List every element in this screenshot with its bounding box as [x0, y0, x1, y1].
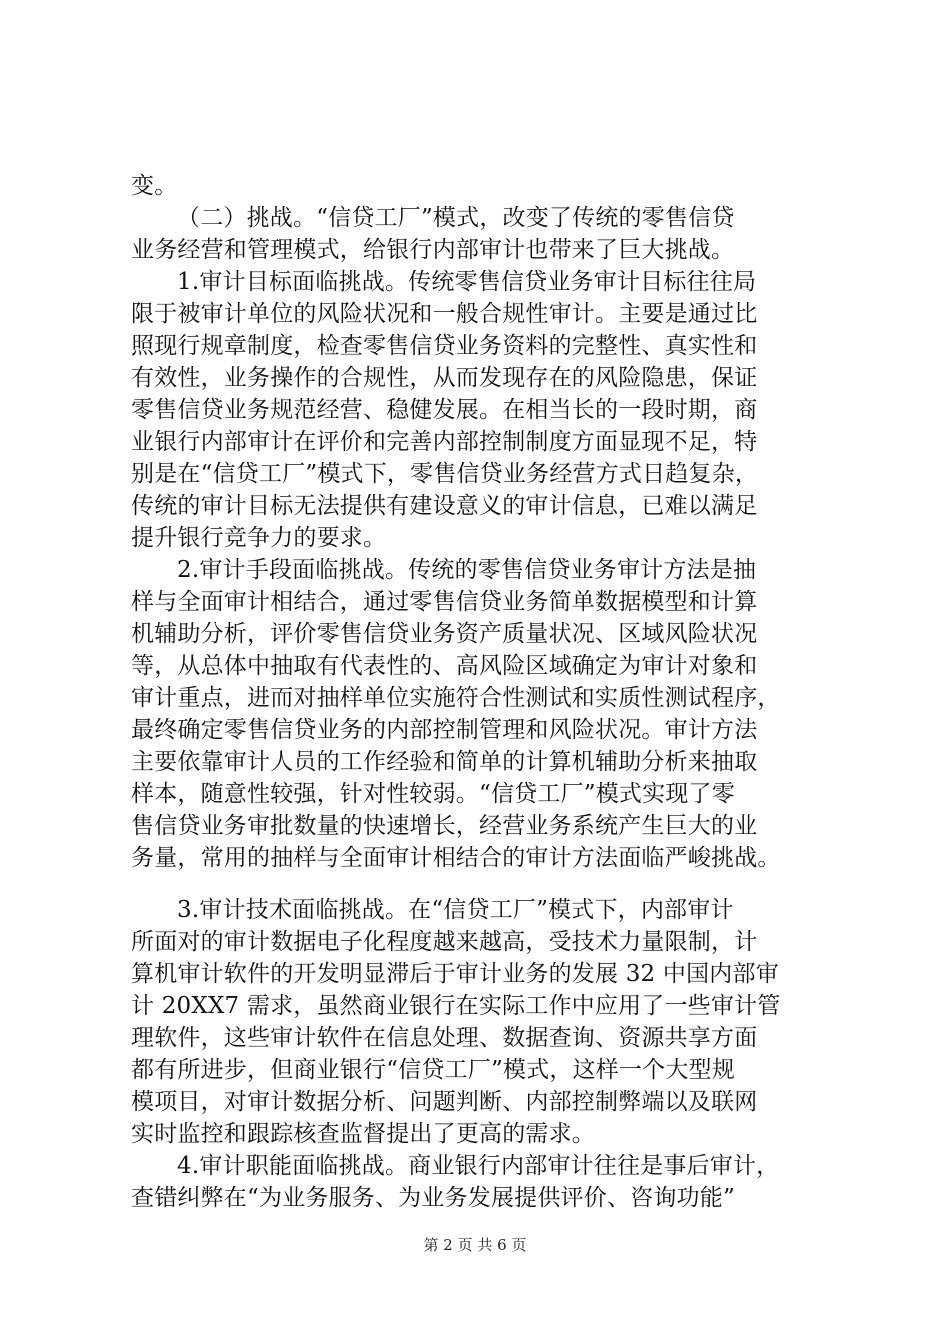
text-line: 查错纠弊在“为业务服务、为业务发展提供评价、咨询功能”	[131, 1185, 735, 1211]
text-line: 4.审计职能面临挑战。商业银行内部审计往往是事后审计，	[177, 1153, 780, 1179]
text-line: 限于被审计单位的风险状况和一般合规性审计。主要是通过比	[131, 301, 758, 327]
text-line: 理软件，这些审计软件在信息处理、数据查询、资源共享方面	[131, 1025, 758, 1051]
text-line: 样本，随意性较强，针对性较弱。“信贷工厂”模式实现了零	[131, 781, 735, 807]
text-line: 所面对的审计数据电子化程度越来越高，受技术力量限制，计	[131, 929, 758, 955]
text-line: 务量，常用的抽样与全面审计相结合的审计方法面临严峻挑战。	[131, 845, 781, 871]
document-body	[131, 170, 841, 1214]
text-line: 有效性，业务操作的合规性，从而发现存在的风险隐患，保证	[131, 365, 758, 391]
text-line: 实时监控和跟踪核查监督提出了更高的需求。	[131, 1121, 595, 1147]
text-line: 变。	[131, 173, 178, 199]
text-line: 都有所进步，但商业银行“信贷工厂”模式，这样一个大型规	[131, 1057, 735, 1083]
text-line: 3.审计技术面临挑战。在“信贷工厂”模式下，内部审计	[177, 897, 734, 923]
text-line: 等，从总体中抽取有代表性的、高风险区域确定为审计对象和	[131, 653, 758, 679]
text-line: 业银行内部审计在评价和完善内部控制制度方面显现不足，特	[131, 429, 758, 455]
text-line: 最终确定零售信贷业务的内部控制管理和风险状况。审计方法	[131, 717, 758, 743]
text-line: （二）挑战。“信贷工厂”模式，改变了传统的零售信贷	[177, 205, 735, 231]
text-line: 模项目，对审计数据分析、问题判断、内部控制弊端以及联网	[131, 1089, 758, 1115]
text-line: 售信贷业务审批数量的快速增长，经营业务系统产生巨大的业	[131, 813, 758, 839]
text-line: 传统的审计目标无法提供有建设意义的审计信息，已难以满足	[131, 493, 758, 519]
text-line: 主要依靠审计人员的工作经验和简单的计算机辅助分析来抽取	[131, 749, 758, 775]
page-footer: 第 2 页 共 6 页	[423, 1236, 527, 1254]
text-line: 别是在“信贷工厂”模式下，零售信贷业务经营方式日趋复杂，	[131, 461, 759, 487]
text-line: 样与全面审计相结合，通过零售信贷业务简单数据模型和计算	[131, 589, 758, 615]
text-line: 计 20XX7 需求，虽然商业银行在实际工作中应用了一些审计管	[131, 993, 781, 1019]
text-line: 算机审计软件的开发明显滞后于审计业务的发展 32 中国内部审	[131, 961, 779, 987]
text-line: 机辅助分析，评价零售信贷业务资产质量状况、区域风险状况	[131, 621, 758, 647]
text-line: 照现行规章制度，检查零售信贷业务资料的完整性、真实性和	[131, 333, 758, 359]
paragraph-gap	[131, 874, 841, 894]
text-line: 业务经营和管理模式，给银行内部审计也带来了巨大挑战。	[131, 237, 735, 263]
text-line: 审计重点，进而对抽样单位实施符合性测试和实质性测试程序，	[131, 685, 781, 711]
text-line: 零售信贷业务规范经营、稳健发展。在相当长的一段时期，商	[131, 397, 758, 423]
text-line: 1.审计目标面临挑战。传统零售信贷业务审计目标往往局	[177, 269, 757, 295]
text-line: 提升银行竞争力的要求。	[131, 525, 387, 551]
text-line: 2.审计手段面临挑战。传统的零售信贷业务审计方法是抽	[177, 557, 757, 583]
